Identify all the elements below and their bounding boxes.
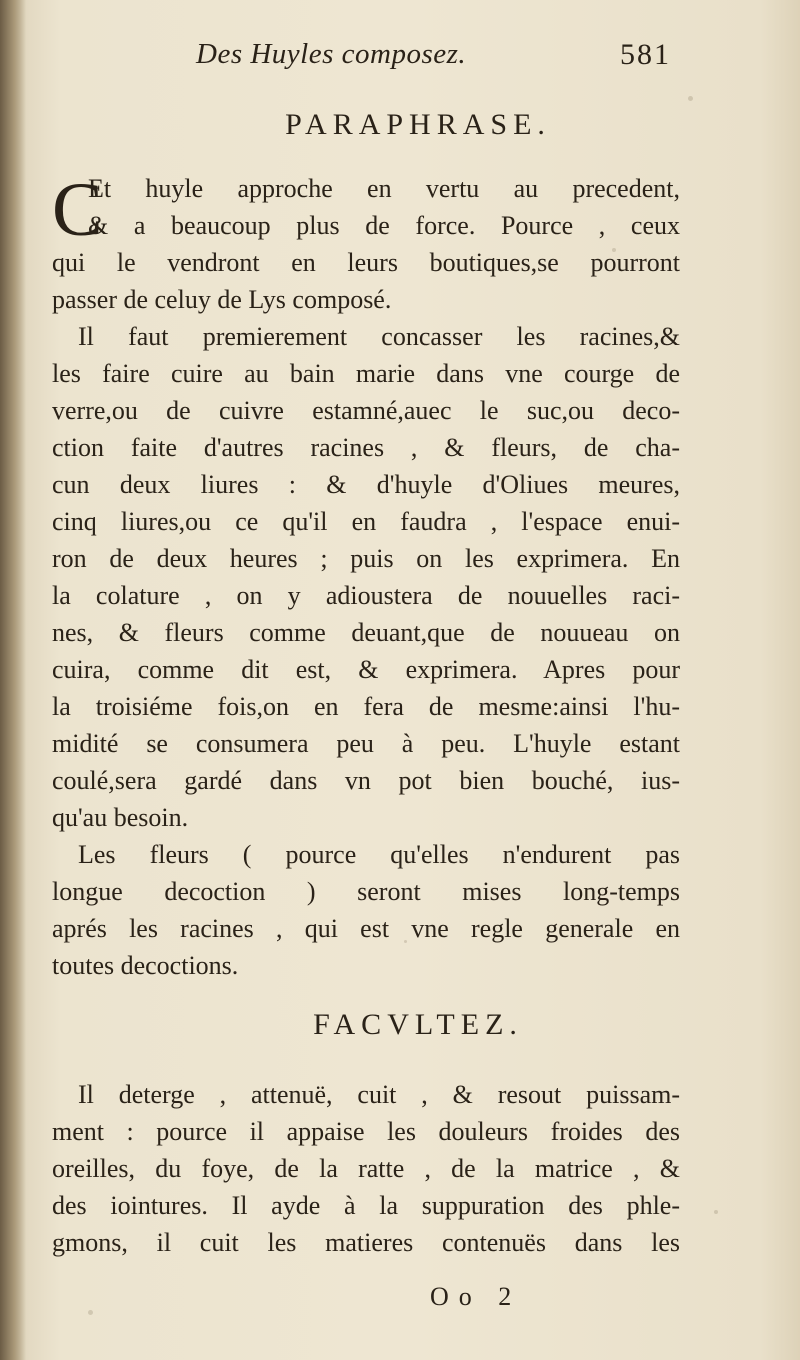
text-line: toutes decoctions. xyxy=(52,951,239,980)
text-line: cuira, comme dit est, & exprimera. Apres pour xyxy=(52,655,680,684)
page-header xyxy=(190,38,690,88)
text-line: ment : pource il appaise les douleurs froides des xyxy=(52,1117,680,1146)
text-line: ron de deux heures ; puis on les exprimera. En xyxy=(52,544,680,573)
text-line: nes, & fleurs comme deuant,que de nouueau on xyxy=(52,618,680,647)
binding-gutter xyxy=(0,0,26,1360)
paraphrase-text xyxy=(52,170,680,984)
text-line: oreilles, du foye, de la ratte , de la matrice , & xyxy=(52,1154,680,1183)
text-line: ction faite d'autres racines , & fleurs, de cha- xyxy=(52,433,680,462)
text-line: cinq liures,ou ce qu'il en faudra , l'espace enui- xyxy=(52,507,680,536)
text-line: cun deux liures : & d'huyle d'Oliues meures, xyxy=(52,470,680,499)
text-line: longue decoction ) seront mises long-temps xyxy=(52,877,680,906)
text-line: des iointures. Il ayde à la suppuration des phle- xyxy=(52,1191,680,1220)
text-line: qui le vendront en leurs boutiques,se pourront xyxy=(52,248,680,277)
paper-speck xyxy=(714,1210,718,1214)
text-line: Les fleurs ( pource qu'elles n'endurent pas xyxy=(78,840,680,869)
facultez-text xyxy=(52,1076,680,1261)
heading-paraphrase: PARAPHRASE. xyxy=(285,108,551,141)
text-line: midité se consumera peu à peu. L'huyle estant xyxy=(52,729,680,758)
paper-speck xyxy=(612,248,616,252)
text-line: la troisiéme fois,on en fera de mesme:ainsi l'hu- xyxy=(52,692,680,721)
text-line: Il deterge , attenuë, cuit , & resout puissam- xyxy=(78,1080,680,1109)
heading-facultez: FACVLTEZ. xyxy=(313,1008,523,1041)
paper-speck xyxy=(404,940,407,943)
text-line: passer de celuy de Lys composé. xyxy=(52,285,392,314)
text-line: aprés les racines , qui est vne regle generale en xyxy=(52,914,680,943)
text-line: Il faut premierement concasser les racines,& xyxy=(78,322,680,351)
paper-speck xyxy=(88,1310,93,1315)
text-line: & a beaucoup plus de force. Pource , ceux xyxy=(88,211,680,240)
text-line: qu'au besoin. xyxy=(52,803,189,832)
text-line: Et huyle approche en vertu au precedent, xyxy=(88,174,680,203)
text-line: les faire cuire au bain marie dans vne courge de xyxy=(52,359,680,388)
text-line: coulé,sera gardé dans vn pot bien bouché, ius- xyxy=(52,766,680,795)
page-number: 581 xyxy=(620,38,671,71)
drop-capital: C xyxy=(52,168,103,252)
text-line: gmons, il cuit les matieres contenuës dans les xyxy=(52,1228,680,1257)
paper-speck xyxy=(688,96,693,101)
running-title: Des Huyles composez. xyxy=(196,38,467,70)
signature-mark: Oo 2 xyxy=(430,1282,522,1311)
text-line: la colature , on y adioustera de nouuelles raci- xyxy=(52,581,680,610)
text-line: verre,ou de cuivre estamné,auec le suc,ou deco- xyxy=(52,396,680,425)
